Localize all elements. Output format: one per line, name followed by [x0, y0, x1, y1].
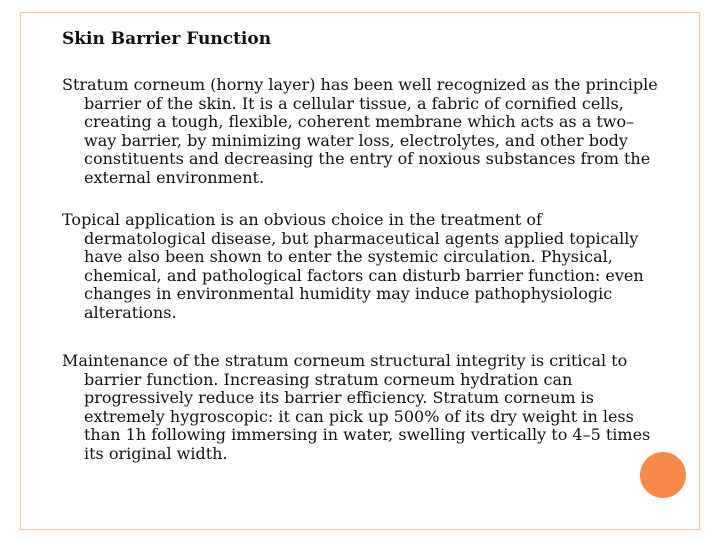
slide-title: Skin Barrier Function: [62, 29, 272, 49]
paragraph-topical-application: Topical application is an obvious choice in the treatment of dermatological disease, but pharmaceutical agents applied topically have also been shown to enter the systemic circulation. Physical, chemical, and pathological factors can disturb barrier function: even changes in environmental humidity may induce pathophysiologic alterations.: [62, 210, 644, 322]
frame-right-border: [699, 12, 700, 530]
slide-content: [62, 28, 662, 487]
paragraph-maintenance: Maintenance of the stratum corneum structural integrity is critical to barrier function. Increasing stratum corneum hydration can progressively reduce its barrier efficiency. Stratum corneum is extremely hygroscopic: it can pick up 500% of its dry weight in less than 1h following immersing in water, swelling vertically to 4–5 times its original width.: [62, 351, 651, 463]
orange-circle-decoration: [640, 452, 686, 498]
frame-left-border: [20, 12, 21, 530]
frame-bottom-border: [20, 529, 700, 530]
paragraph-stratum-corneum: Stratum corneum (horny layer) has been well recognized as the principle barrier of the skin. It is a cellular tissue, a fabric of cornified cells, creating a tough, flexible, coherent membrane which acts as a two–way barrier, by minimizing water loss, electrolytes, and other body constituents and decreasing the entry of noxious substances from the external environment.: [62, 75, 658, 187]
frame-top-border: [20, 12, 700, 13]
